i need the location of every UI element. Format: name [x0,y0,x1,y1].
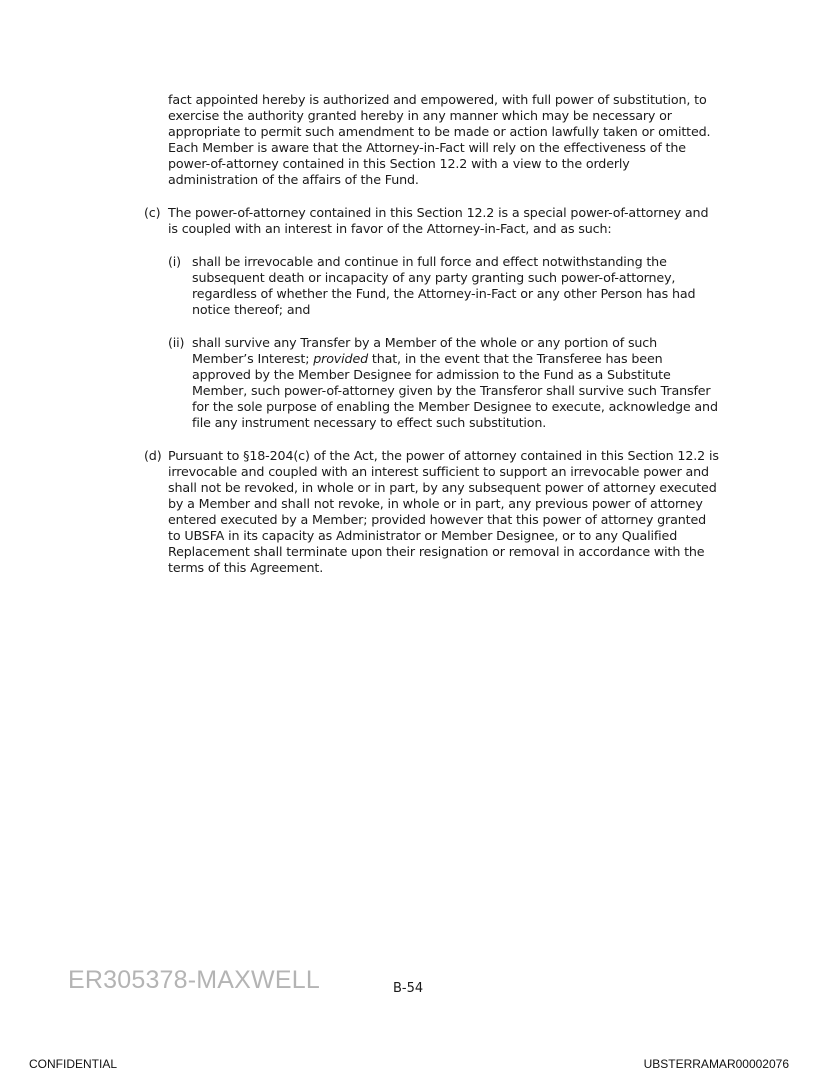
document-body [144,92,720,576]
clause-c-ii-emphasis: provided [313,351,368,366]
clause-c-i-text: shall be irrevocable and continue in full force and effect notwithstanding the subsequent death or incapacity of any party granting such power-of-attorney, regardless of whether the Fund, the Attorney-in-Fact or any other Person has had notice thereof; and [192,254,696,317]
clause-c-i-marker: (i) [168,254,181,269]
bates-number: UBSTERRAMAR00002076 [643,1057,789,1071]
clause-c-ii [168,335,720,431]
clause-c-i [168,254,720,318]
clause-c [144,205,720,431]
clause-c-text: The power-of-attorney contained in this Section 12.2 is a special power-of-attorney and is coupled with an interest in favor of the Attorney-in-Fact, and as such: [168,205,709,236]
clause-c-ii-text [192,335,720,431]
clause-c-ii-marker: (ii) [168,335,185,350]
intro-paragraph: fact appointed hereby is authorized and empowered, with full power of substitution, to exercise the authority granted hereby in any manner which may be necessary or appropriate to permit such amendment to be made or action lawfully taken or omitted. Each Member is aware that the Attorney-in-Fact will rely on the effectiveness of the power-of-attorney contained in this Section 12.2 with a view to the orderly administration of the affairs of the Fund. [168,92,711,187]
clause-d-text: Pursuant to §18-204(c) of the Act, the power of attorney contained in this Section 12.2 is irrevocable and coupled with an interest sufficient to support an irrevocable power and shall not be revoked, in whole or in part, by any subsequent power of attorney executed by a Member and shall not revoke, in whole or in part, any previous power of attorney entered executed by a Member; provided however that this power of attorney granted to UBSFA in its capacity as Administrator or Member Designee, or to any Qualified Replacement shall terminate upon their resignation or removal in accordance with the terms of this Agreement. [168,448,719,575]
clause-c-ii-text-before: shall survive any Transfer by a Member of the whole or any portion of such Member’s Interest; [192,335,658,366]
clause-d [144,448,720,576]
confidential-label: CONFIDENTIAL [29,1057,118,1071]
page-number: B-54 [393,981,424,996]
watermark: ER305378-MAXWELL [68,966,320,994]
clause-c-ii-text-after: that, in the event that the Transferee has been approved by the Member Designee for admission to the Fund as a Substitute Member, such power-of-attorney given by the Transferor shall survive such Transfer for the sole purpose of enabling the Member Designee to execute, acknowledge and file any instrument necessary to effect such substitution. [192,351,718,430]
clause-d-marker: (d) [144,448,162,463]
clause-c-marker: (c) [144,205,161,220]
